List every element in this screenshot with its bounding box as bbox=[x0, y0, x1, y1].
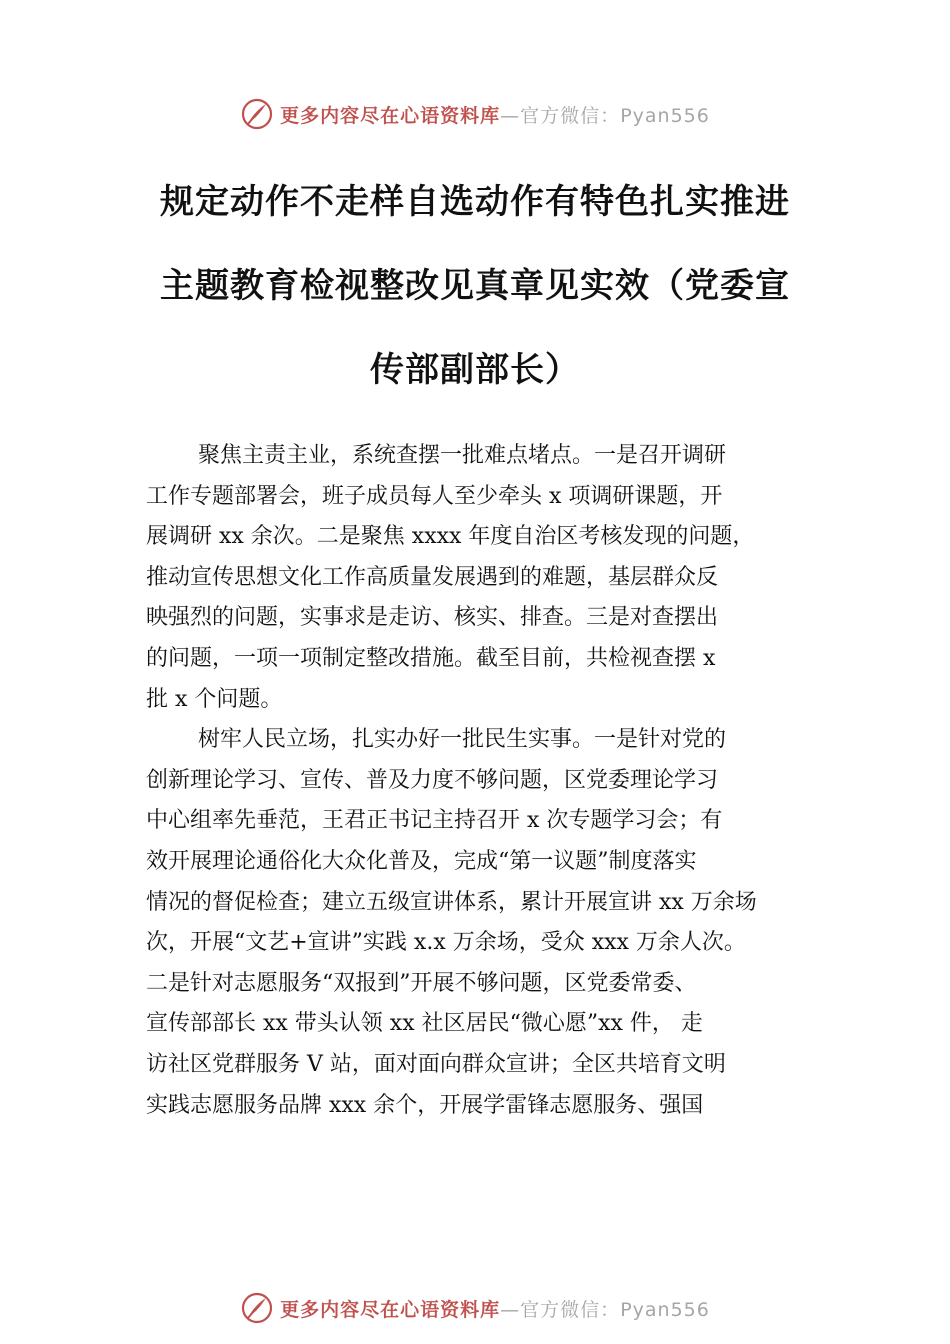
paragraph-line: 二是针对志愿服务“双报到”开展不够问题，区党委常委、 bbox=[146, 970, 697, 996]
title-line: 规定动作不走样自选动作有特色扎实推进 bbox=[160, 182, 790, 222]
paragraph-line: 次，开展“文艺+宣讲”实践 x.x 万余场，受众 xxx 万余人次。 bbox=[146, 930, 746, 956]
banner-wechat-label: 官方微信： bbox=[520, 104, 621, 127]
banner-brand-text: 更多内容尽在心语资料库 bbox=[280, 104, 501, 127]
banner-dash: — bbox=[500, 104, 521, 127]
footer-watermark-banner bbox=[0, 1288, 950, 1328]
paragraph-line: 聚焦主责主业，系统查摆一批难点堵点。一是召开调研 bbox=[198, 443, 727, 468]
quill-logo-icon bbox=[240, 1291, 274, 1325]
banner-text bbox=[280, 1295, 710, 1322]
paragraph-line: 实践志愿服务品牌 xxx 余个，开展学雷锋志愿服务、强国 bbox=[146, 1092, 704, 1118]
banner-wechat-label: 官方微信： bbox=[520, 1298, 621, 1321]
title-line: 传部副部长） bbox=[370, 350, 580, 390]
paragraph-line: 中心组率先垂范，王君正书记主持召开 x 次专题学习会；有 bbox=[146, 808, 723, 834]
paragraph-line: 树牢人民立场，扎实办好一批民生实事。一是针对党的 bbox=[198, 727, 727, 753]
paragraph-2 bbox=[146, 720, 836, 1126]
paragraph-line: 推动宣传思想文化工作高质量发展遇到的难题，基层群众反 bbox=[146, 564, 719, 590]
banner-wechat-id: Pyan556 bbox=[620, 1298, 710, 1321]
paragraph-line: 创新理论学习、宣传、普及力度不够问题，区党委理论学习 bbox=[146, 767, 719, 793]
paragraph-1 bbox=[146, 436, 836, 720]
banner-text bbox=[280, 101, 710, 128]
banner-wechat-id: Pyan556 bbox=[620, 104, 710, 127]
banner-dash: — bbox=[500, 1298, 521, 1321]
paragraph-line: 情况的督促检查；建立五级宣讲体系，累计开展宣讲 xx 万余场 bbox=[146, 889, 757, 915]
paragraph-line: 宣传部部长 xx 带头认领 xx 社区居民“微心愿”xx 件， 走 bbox=[146, 1011, 703, 1037]
title-line: 主题教育检视整改见真章见实效（党委宣 bbox=[160, 266, 790, 306]
paragraph-line: 映强烈的问题，实事求是走访、核实、排查。三是对查摆出 bbox=[146, 605, 719, 631]
document-title bbox=[140, 160, 810, 412]
document-body bbox=[146, 436, 836, 1126]
paragraph-line: 批 x 个问题。 bbox=[146, 686, 283, 712]
header-watermark-banner bbox=[0, 94, 950, 134]
banner-brand-text: 更多内容尽在心语资料库 bbox=[280, 1298, 501, 1321]
paragraph-line: 的问题，一项一项制定整改措施。截至目前，共检视查摆 x bbox=[146, 645, 716, 671]
quill-logo-icon bbox=[240, 97, 274, 131]
paragraph-line: 工作专题部署会，班子成员每人至少牵头 x 项调研课题，开 bbox=[146, 483, 723, 509]
paragraph-line: 效开展理论通俗化大众化普及，完成“第一议题”制度落实 bbox=[146, 848, 697, 874]
paragraph-line: 展调研 xx 余次。二是聚焦 xxxx 年度自治区考核发现的问题， bbox=[146, 524, 755, 550]
paragraph-line: 访社区党群服务 V 站，面对面向群众宣讲；全区共培育文明 bbox=[146, 1051, 726, 1077]
